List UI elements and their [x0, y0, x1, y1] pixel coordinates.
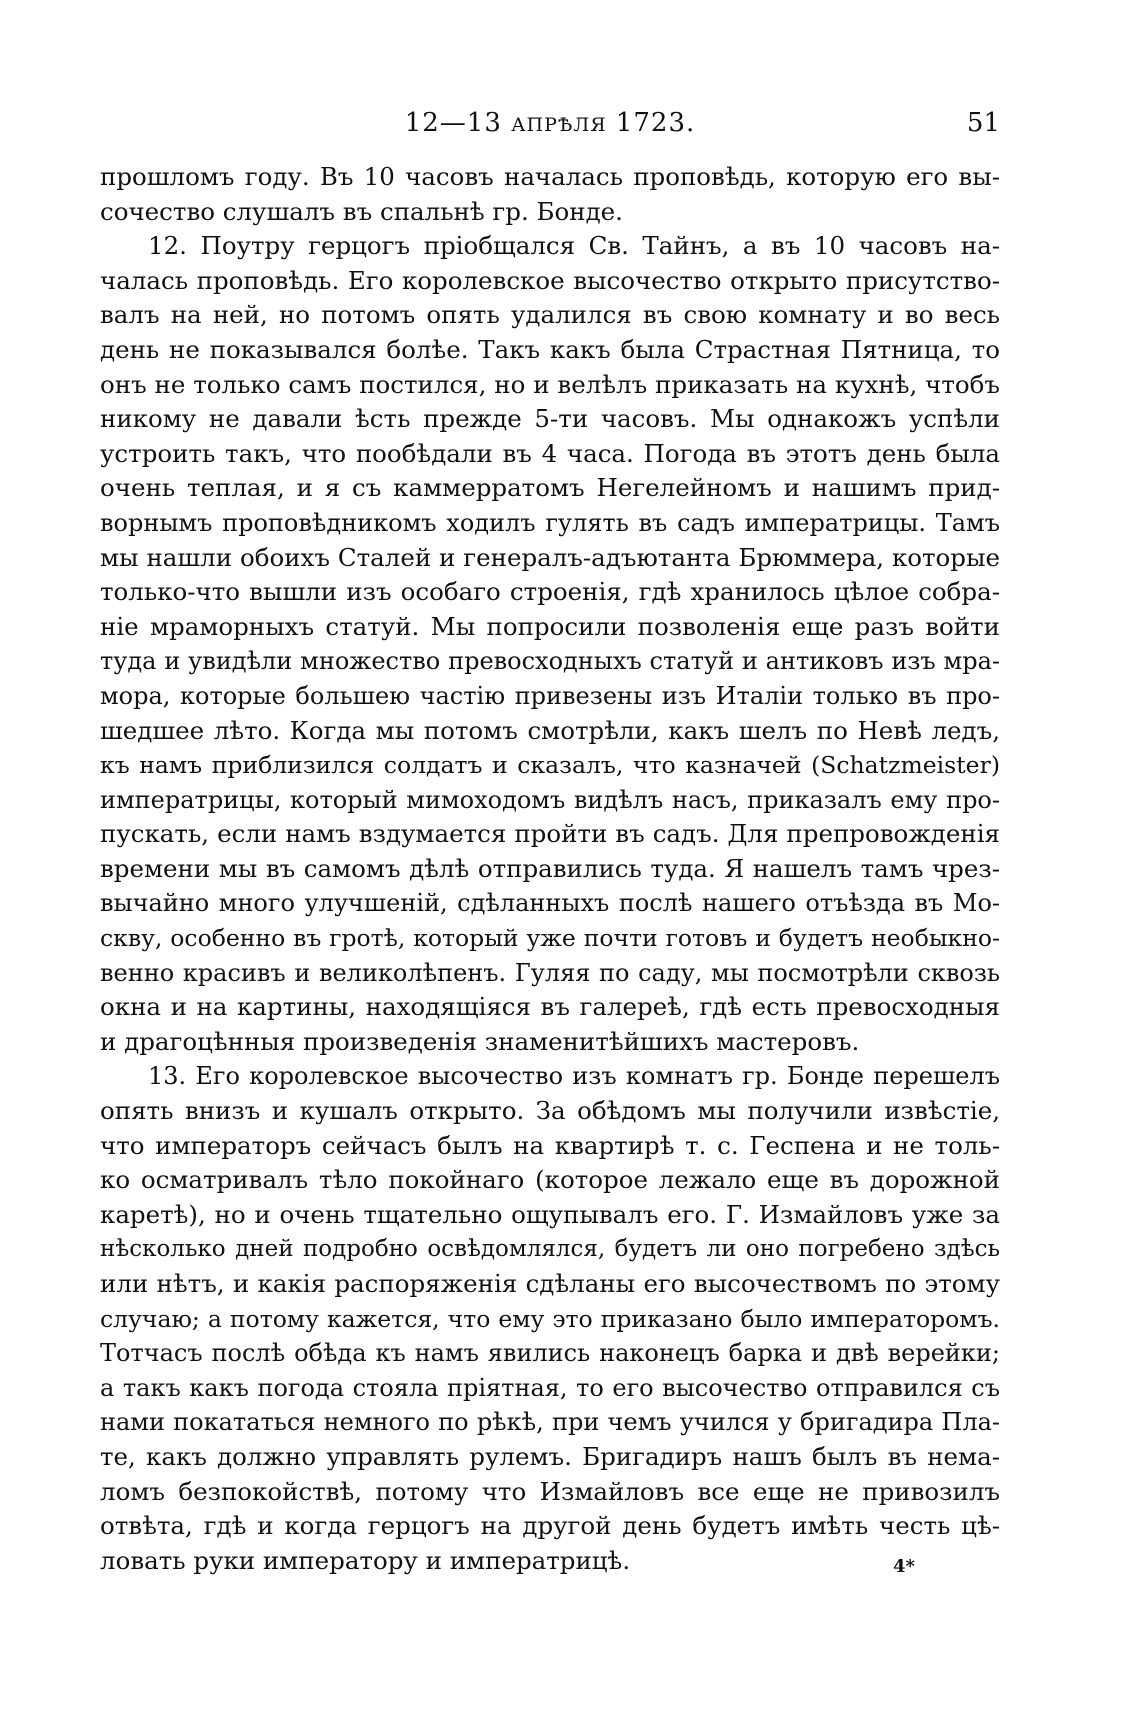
title-date-range: 12—13 [404, 108, 512, 138]
text-line: нами покататься немного по рѣкѣ, при чемъ учился у бригадира Пла- [100, 1408, 1000, 1437]
text-line: Тотчасъ послѣ обѣда къ намъ явились наконецъ барка и двѣ верейки; [100, 1339, 1000, 1368]
text-line: скву, особенно въ гротѣ, который уже почти готовъ и будетъ необыкно- [100, 924, 1000, 953]
text-line: каретѣ), но и очень тщательно ощупывалъ его. Г. Измайловъ уже за [100, 1199, 1000, 1229]
text-line: только-что вышли изъ особаго строенія, гдѣ хранилось цѣлое собра- [100, 577, 1000, 607]
text-line: или нѣтъ, и какія распоряженія сдѣланы его высочествомъ по этому [100, 1269, 1000, 1298]
text-line: времени мы въ самомъ дѣлѣ отправились туда. Я нашелъ тамъ чрез- [100, 853, 1000, 883]
text-line: пускать, если намъ вздумается пройти въ садъ. Для препровожденія [100, 819, 1000, 849]
text-line: чалась проповѣдь. Его королевское высочество открыто присутство- [100, 265, 1000, 295]
text-line: что императоръ сейчасъ былъ на квартирѣ т. с. Геспена и не толь- [100, 1130, 1000, 1160]
text-line: къ намъ приблизился солдатъ и сказалъ, что казначей (Schatzmeister) [100, 751, 1000, 780]
body-text [100, 160, 1000, 1578]
text-line: случаю; а потому кажется, что ему это приказано было императоромъ. [100, 1304, 1000, 1333]
text-line: устроить такъ, что пообѣдали въ 4 часа. Погода въ этотъ день была [100, 438, 1000, 468]
text-line: день не показывался болѣе. Такъ какъ была Страстная Пятница, то [100, 334, 1000, 364]
text-line: очень теплая, и я съ каммерратомъ Негелейномъ и нашимъ прид- [100, 473, 1000, 503]
text-line: ломъ безпокойствѣ, потому что Измайловъ все еще не привозилъ [100, 1476, 1000, 1506]
text-line: туда и увидѣли множество превосходныхъ статуй и антиковъ изъ мра- [100, 647, 1000, 676]
page-number: 51 [966, 108, 1000, 138]
text-line: ворнымъ проповѣдникомъ ходилъ гулять въ садъ императрицы. Тамъ [100, 508, 1000, 537]
text-line: отвѣта, гдѣ и когда герцогъ на другой день будетъ имѣть честь цѣ- [100, 1511, 1000, 1541]
text-line: сочество слушалъ въ спальнѣ гр. Бонде. [100, 196, 623, 226]
text-line: опять внизъ и кушалъ открыто. За обѣдомъ мы получили извѣстіе, [100, 1096, 1000, 1126]
text-line: шедшее лѣто. Когда мы потомъ смотрѣли, какъ шелъ по Невѣ ледъ, [100, 715, 1000, 745]
title-year: 1723. [606, 108, 696, 138]
text-line: ко осматривалъ тѣло покойнаго (которое лежало еще въ дорожной [100, 1165, 1000, 1195]
running-head-title [100, 108, 1000, 138]
text-line: никому не давали ѣсть прежде 5-ти часовъ. Мы однакожъ успѣли [100, 404, 1000, 434]
text-line: а такъ какъ погода стояла пріятная, то его высочество отправился съ [100, 1373, 1000, 1402]
text-line: мора, которые большею частію привезены изъ Италіи только въ про- [100, 681, 1000, 710]
text-line: вычайно много улучшеній, сдѣланныхъ послѣ нашего отъѣзда въ Мо- [100, 889, 1000, 918]
text-line: императрицы, который мимоходомъ видѣлъ насъ, приказалъ ему про- [100, 785, 1000, 814]
text-line: ніе мраморныхъ статуй. Мы попросили позволенія еще разъ войти [100, 611, 1000, 641]
text-line: и драгоцѣнныя произведенія знаменитѣйшихъ мастеровъ. [100, 1026, 860, 1056]
signature-mark: 4* [893, 1556, 915, 1577]
text-line: онъ не только самъ постился, но и велѣлъ приказать на кухнѣ, чтобъ [100, 369, 1000, 399]
text-line: 12. Поутру герцогъ пріобщался Св. Тайнъ, а въ 10 часовъ на- [148, 231, 1000, 261]
text-line: те, какъ должно управлять рулемъ. Бригадиръ нашъ былъ въ нема- [100, 1441, 1000, 1471]
text-line: венно красивъ и великолѣпенъ. Гуляя по саду, мы посмотрѣли сквозь [100, 958, 1000, 987]
text-line: мы нашли обоихъ Сталей и генералъ-адъютанта Брюммера, которые [100, 542, 1000, 572]
text-line: нѣсколько дней подробно освѣдомлялся, будетъ ли оно погребено здѣсь [100, 1236, 1000, 1263]
running-head [100, 108, 1000, 148]
text-line: ловать руки императору и императрицѣ. [100, 1545, 631, 1575]
title-month: АПРѢЛЯ [511, 114, 607, 136]
text-line: 13. Его королевское высочество изъ комнатъ гр. Бонде перешелъ [148, 1062, 1000, 1091]
text-line: прошломъ году. Въ 10 часовъ началась проповѣдь, которую его вы- [100, 162, 1000, 191]
text-line: валъ на ней, но потомъ опять удалился въ свою комнату и во весь [100, 300, 1000, 330]
text-line: окна и на картины, находящіяся въ галереѣ, гдѣ есть превосходныя [100, 992, 1000, 1022]
